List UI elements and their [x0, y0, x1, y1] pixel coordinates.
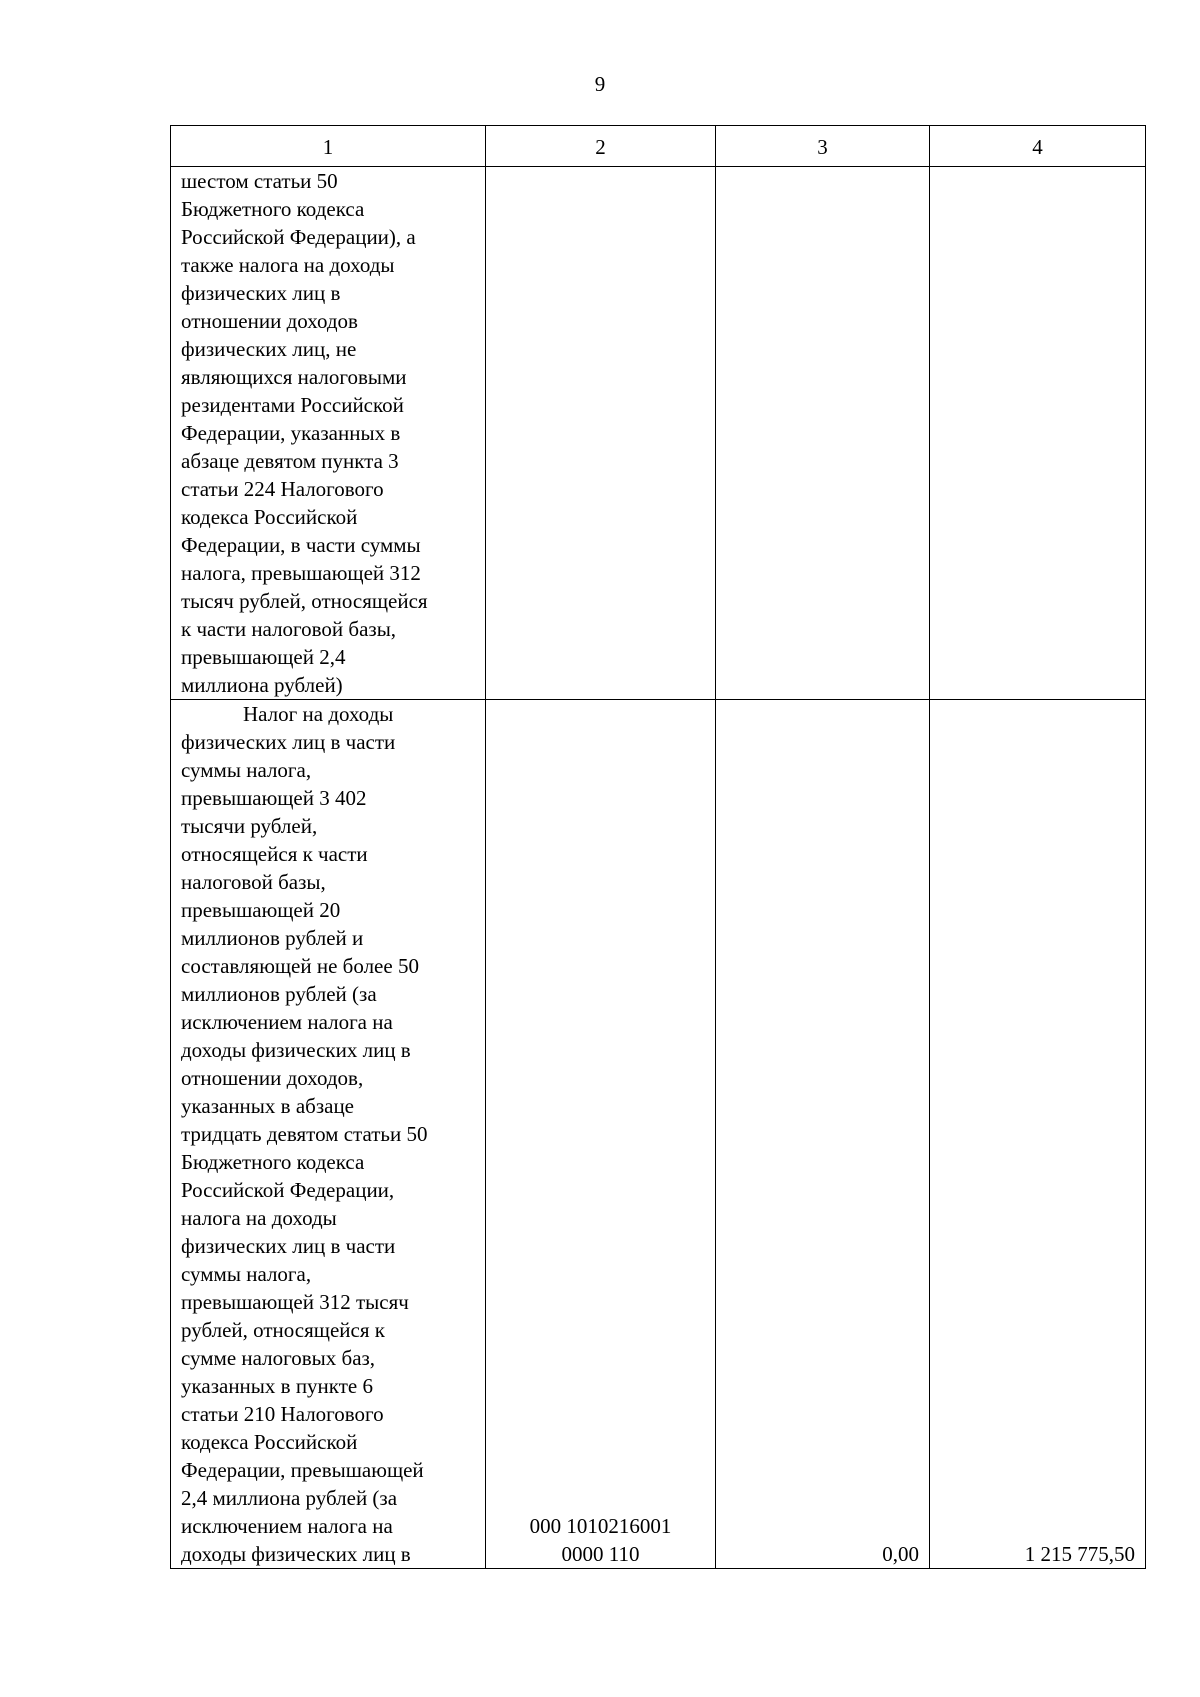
- description-line: также налога на доходы: [181, 253, 395, 277]
- description-line: статьи 224 Налогового: [181, 477, 384, 501]
- description-text: [171, 167, 485, 699]
- description-line: кодекса Российской: [181, 505, 358, 529]
- description-line: исключением налога на: [181, 1514, 393, 1538]
- description-line: Налог на доходы: [243, 702, 394, 726]
- description-line: тридцать девятом статьи 50: [181, 1122, 428, 1146]
- description-line: указанных в абзаце: [181, 1094, 355, 1118]
- description-line: миллионов рублей и: [181, 926, 364, 950]
- description-line: Бюджетного кодекса: [181, 1150, 365, 1174]
- description-line: к части налоговой базы,: [181, 617, 397, 641]
- description-line: налоговой базы,: [181, 870, 326, 894]
- description-line: физических лиц, не: [181, 337, 357, 361]
- description-line: Федерации, в части суммы: [181, 533, 421, 557]
- code-line: 0000 110: [561, 1542, 640, 1566]
- description-line: отношении доходов,: [181, 1066, 364, 1090]
- description-text: [171, 700, 485, 1568]
- column-header-2: 2: [486, 126, 716, 167]
- code-line: 000 1010216001: [529, 1514, 672, 1538]
- description-line: исключением налога на: [181, 1010, 393, 1034]
- description-line: кодекса Российской: [181, 1430, 358, 1454]
- row-description: [171, 167, 486, 700]
- description-line: шестом статьи 50: [181, 169, 338, 193]
- description-line: 2,4 миллиона рублей (за: [181, 1486, 398, 1510]
- description-line: суммы налога,: [181, 758, 312, 782]
- table-row: [171, 700, 1146, 1569]
- description-line: физических лиц в части: [181, 730, 396, 754]
- description-line: тысячи рублей,: [181, 814, 318, 838]
- description-line: миллионов рублей (за: [181, 982, 377, 1006]
- description-line: рублей, относящейся к: [181, 1318, 385, 1342]
- description-line: абзаце девятом пункта 3: [181, 449, 399, 473]
- row-col3: 0,00: [716, 700, 930, 1569]
- description-line: сумме налоговых баз,: [181, 1346, 376, 1370]
- description-line: превышающей 20: [181, 898, 341, 922]
- description-line: относящейся к части: [181, 842, 368, 866]
- description-line: налога, превышающей 312: [181, 561, 421, 585]
- description-line: отношении доходов: [181, 309, 358, 333]
- description-line: указанных в пункте 6: [181, 1374, 373, 1398]
- description-line: составляющей не более 50: [181, 954, 419, 978]
- budget-table: [170, 125, 1146, 1569]
- description-line: доходы физических лиц в: [181, 1542, 411, 1566]
- description-line: Российской Федерации), а: [181, 225, 416, 249]
- row-description: [171, 700, 486, 1569]
- column-header-4: 4: [930, 126, 1146, 167]
- row-col4: 1 215 775,50: [930, 700, 1146, 1569]
- description-line: превышающей 3 402: [181, 786, 367, 810]
- description-line: превышающей 312 тысяч: [181, 1290, 409, 1314]
- description-line: доходы физических лиц в: [181, 1038, 411, 1062]
- description-line: налога на доходы: [181, 1206, 337, 1230]
- description-line: тысяч рублей, относящейся: [181, 589, 428, 613]
- description-line: статьи 210 Налогового: [181, 1402, 384, 1426]
- description-line: являющихся налоговыми: [181, 365, 407, 389]
- row-col3: [716, 167, 930, 700]
- description-line: превышающей 2,4: [181, 645, 346, 669]
- table-row: [171, 167, 1146, 700]
- description-line: суммы налога,: [181, 1262, 312, 1286]
- table-header-row: [171, 126, 1146, 167]
- description-line: Федерации, указанных в: [181, 421, 401, 445]
- row-code: [486, 167, 716, 700]
- page-number: 9: [594, 72, 606, 96]
- description-line: резидентами Российской: [181, 393, 404, 417]
- row-code: [486, 700, 716, 1569]
- description-line: Бюджетного кодекса: [181, 197, 365, 221]
- description-line: миллиона рублей): [181, 673, 343, 697]
- column-header-3: 3: [716, 126, 930, 167]
- column-header-1: 1: [171, 126, 486, 167]
- description-line: Российской Федерации,: [181, 1178, 395, 1202]
- description-line: Федерации, превышающей: [181, 1458, 424, 1482]
- description-line: физических лиц в части: [181, 1234, 396, 1258]
- row-col4: [930, 167, 1146, 700]
- description-line: физических лиц в: [181, 281, 341, 305]
